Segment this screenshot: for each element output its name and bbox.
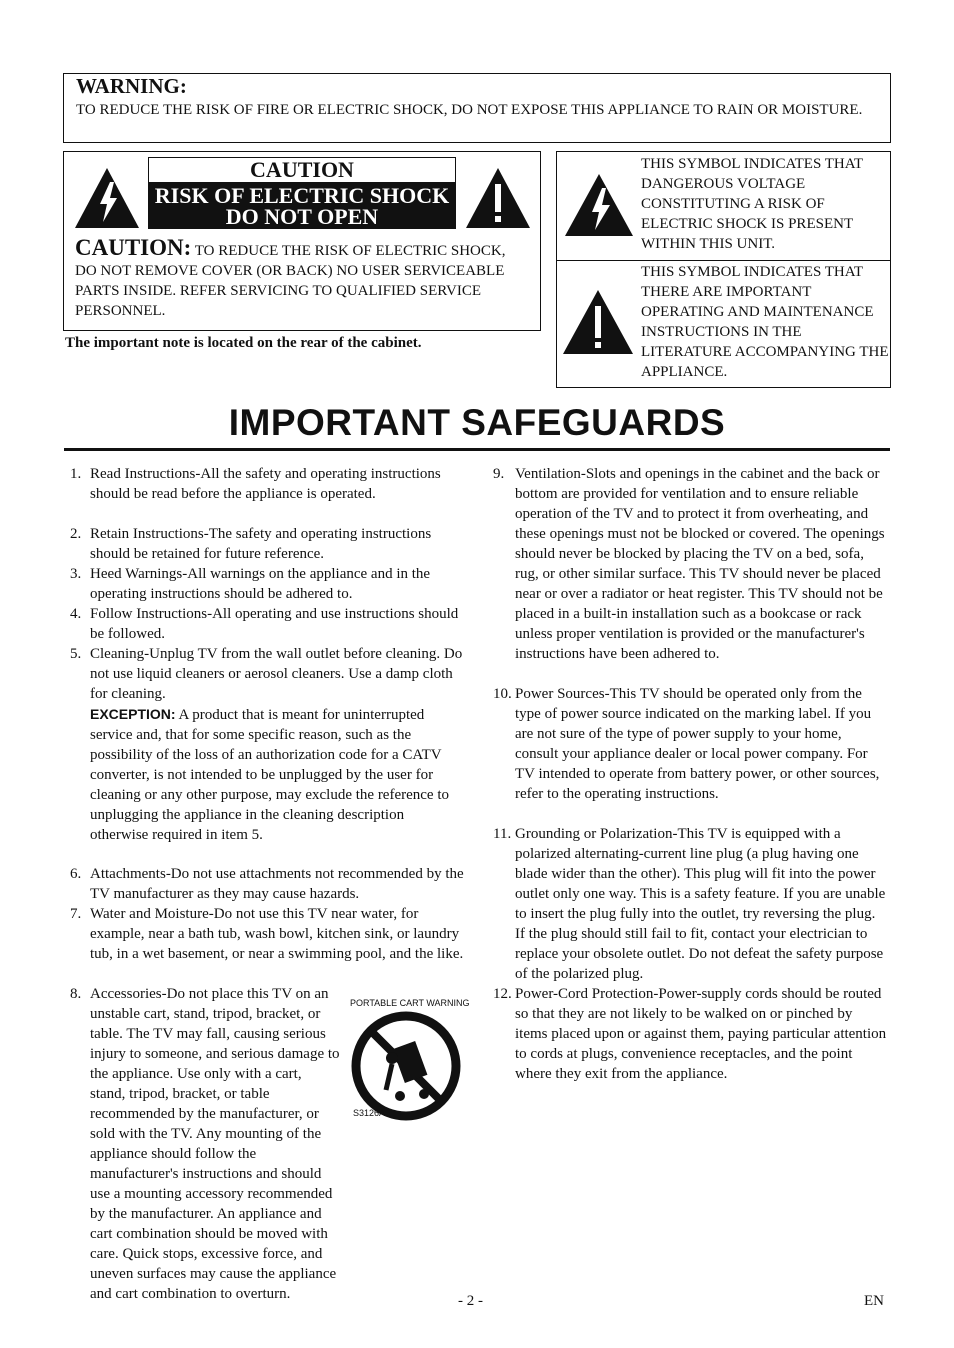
warning-text: TO REDUCE THE RISK OF FIRE OR ELECTRIC SHOCK, DO NOT EXPOSE THIS APPLIANCE TO RAIN OR MOISTURE. [76, 102, 863, 118]
cart-warning-label: PORTABLE CART WARNING [350, 998, 470, 1008]
caution-label: CAUTION: [75, 235, 192, 260]
page-number: - 2 - [458, 1293, 483, 1309]
language-code: EN [864, 1293, 884, 1309]
lightning-warning-icon [73, 166, 141, 230]
portable-cart-icon [350, 1010, 462, 1122]
lightning-symbol-icon [563, 172, 635, 238]
symbols-box [556, 151, 891, 388]
page-title: IMPORTANT SAFEGUARDS [228, 402, 726, 443]
instructions-symbol-text: THIS SYMBOL INDICATES THAT THERE ARE IMPORTANT OPERATING AND MAINTENANCE INSTRUCTIONS IN THE LITERATURE ACCOMPANYING THE APPLIANCE. [641, 264, 889, 380]
caution-box [63, 151, 541, 331]
exclamation-warning-icon [464, 166, 532, 230]
exclamation-symbol-icon [561, 288, 635, 356]
caution-bar-line2: DO NOT OPEN [225, 204, 379, 229]
exception-note [90, 704, 465, 845]
caution-text: TO REDUCE THE RISK OF ELECTRIC SHOCK, DO NOT REMOVE COVER (OR BACK) NO USER SERVICEABLE PARTS INSIDE. REFER SERVICING TO QUALIFIED SERVICE PERSONNEL. [75, 243, 506, 319]
warning-title: WARNING: [76, 74, 187, 98]
voltage-symbol-text: THIS SYMBOL INDICATES THAT DANGEROUS VOLTAGE CONSTITUTING A RISK OF ELECTRIC SHOCK IS PRESENT WITHIN THIS UNIT. [641, 156, 863, 252]
cart-code: S3126A [353, 1108, 386, 1118]
rear-cabinet-note: The important note is located on the rear of the cabinet. [65, 335, 422, 351]
caution-bar [148, 183, 456, 229]
caution-paragraph [75, 235, 530, 321]
symbols-divider [557, 260, 890, 261]
caution-bar-line1: RISK OF ELECTRIC SHOCK [154, 183, 450, 208]
caution-head: CAUTION [148, 157, 456, 183]
exception-text: A product that is meant for uninterrupted service and, that for some specific reason, such as the possibility of the loss of an authorization code for a CATV converter, is not intended to be unplugged by the user for cleaning or any other purpose, may exclude the reference to unplugging the appliance in the cleaning description otherwise required in item 5. [90, 707, 450, 843]
title-rule [64, 448, 890, 451]
warning-box [63, 73, 891, 143]
exception-label: EXCEPTION: [90, 706, 176, 722]
